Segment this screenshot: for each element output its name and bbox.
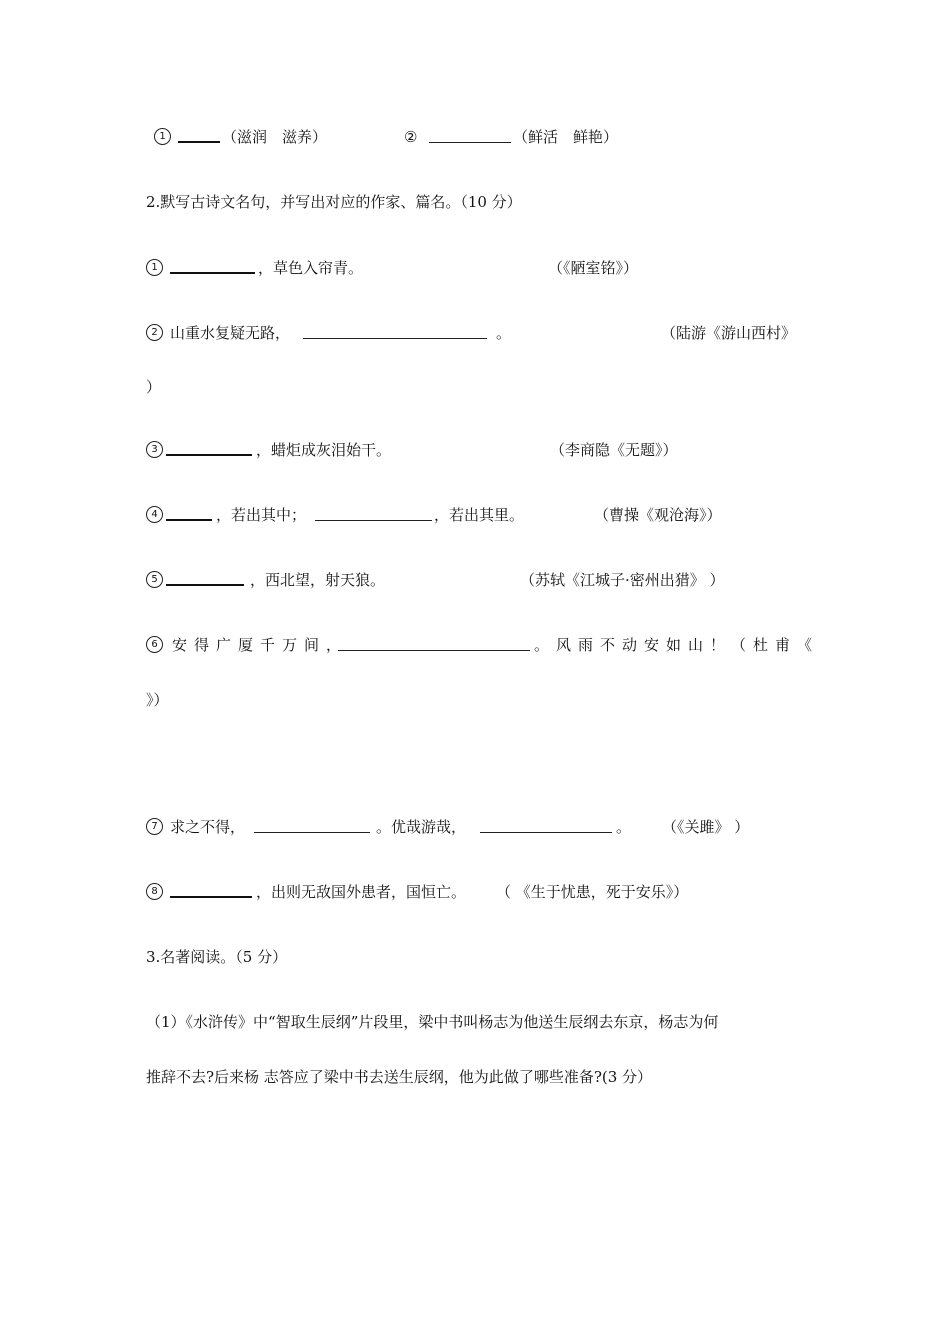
poem-text: ，蜡炬成灰泪始干。 [256,441,392,459]
poem-source: （《关雎》 ） [662,818,750,836]
answer-blank[interactable] [166,584,244,586]
poem-source: （《陋室铭》） [548,259,639,277]
circled-number: 1 [154,128,171,145]
poem-source-tail: ） [146,378,162,396]
circled-number: ② [404,128,418,146]
q2-heading: 2.默写古诗文名句，并写出对应的作家、篇名。（10 分） [146,193,522,211]
poem-source: （曹操《观沧海》） [594,506,722,524]
poem-text: ，草色入帘青。 [258,259,364,277]
q3-sub1-line1: （1）《水浒传》中“智取生辰纲”片段里，梁中书叫杨志为他送生辰纲去东京，杨志为何 [146,1013,719,1031]
answer-blank[interactable] [166,519,212,521]
answer-blank[interactable] [429,142,511,143]
answer-blank[interactable] [480,832,612,833]
poem-text: 。 [616,818,632,836]
poem-source: （陆游《游山西村》 [661,324,797,342]
circled-number: 7 [146,818,163,835]
answer-blank[interactable] [338,650,530,651]
answer-blank[interactable] [315,520,432,521]
circled-number: 5 [146,571,163,588]
poem-text: ，若出其里。 [434,506,525,524]
option-text: （滋润 滋养） [222,128,328,146]
poem-text: 。优哉游哉， [376,818,467,836]
poem-source-tail: 》） [146,691,169,709]
answer-blank[interactable] [178,141,220,143]
poem-text: 安得广厦千万间， [172,636,349,654]
answer-blank[interactable] [303,338,487,339]
option-text: （鲜活 鲜艳） [513,128,619,146]
poem-text: 山重水复疑无路， [170,324,291,342]
circled-number: 4 [146,506,163,523]
circled-number: 2 [146,324,163,341]
circled-number: 8 [146,883,163,900]
poem-source: （李商隐《无题》） [550,441,678,459]
circled-number: 3 [146,441,163,458]
circled-number: 6 [146,636,163,653]
poem-text: ，若出其中； [216,506,307,524]
poem-text: 。 [496,324,512,342]
answer-blank[interactable] [166,454,252,456]
poem-text: 求之不得， [170,818,246,836]
poem-source: （苏轼《江城子·密州出猎》 ） [520,571,725,589]
answer-blank[interactable] [170,272,255,274]
answer-blank[interactable] [170,896,252,898]
q3-sub1-line2: 推辞不去?后来杨 志答应了梁中书去送生辰纲，他为此做了哪些准备?(3 分） [146,1068,653,1086]
poem-text: ，西北望，射天狼。 [250,571,386,589]
poem-text: ，出则无敌国外患者，国恒亡。 [256,883,467,901]
poem-text: 。风雨不动安如山！ [534,636,733,654]
poem-source: （杜甫《 [731,636,820,654]
poem-source: （ 《生于忧患，死于安乐》） [496,883,689,901]
answer-blank[interactable] [254,832,370,833]
circled-number: 1 [146,259,163,276]
q3-heading: 3.名著阅读。（5 分） [146,948,288,966]
